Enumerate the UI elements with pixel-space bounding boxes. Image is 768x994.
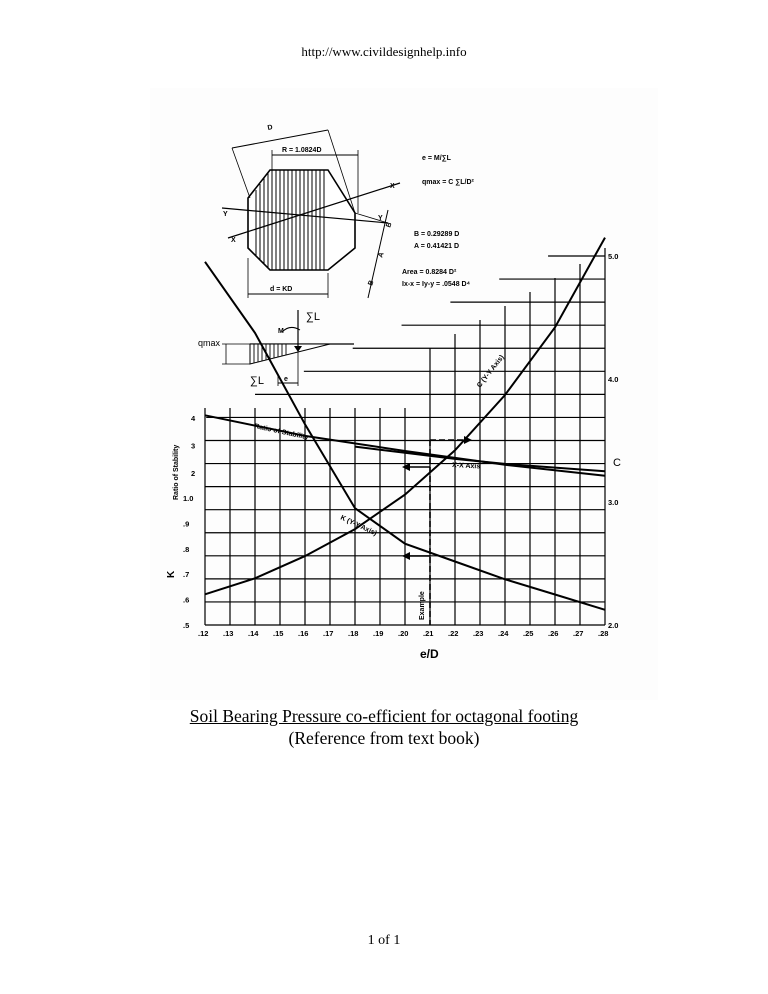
formula-b: B = 0.29289 D: [414, 231, 460, 238]
stability-curve-label: Ratio of Stability: [253, 423, 310, 442]
example-label: Example: [419, 591, 426, 620]
x-tick-label: .12: [198, 629, 209, 638]
header-url: http://www.civildesignhelp.info: [301, 44, 467, 59]
x-tick-label: .26: [548, 629, 559, 638]
example-arrowhead-k: [402, 552, 410, 560]
x-tick-label: .22: [448, 629, 459, 638]
sum-bottom-label: ∑L: [250, 375, 264, 387]
c-tick-label: 2.0: [608, 621, 619, 630]
axis-y-right-label: Y: [378, 215, 383, 222]
moment-label: M: [278, 328, 284, 335]
x-tick-label: .20: [398, 629, 409, 638]
k-tick-label: .7: [183, 570, 190, 580]
c-tick-label: 3.0: [608, 498, 619, 507]
x-tick-label: .14: [248, 629, 259, 638]
formula-a: A = 0.41421 D: [414, 243, 460, 250]
stability-tick-label: 4: [191, 414, 196, 423]
x-tick-label: .18: [348, 629, 359, 638]
formula-qmax: qmax = C ∑L/D²: [422, 179, 474, 186]
c-tick-label: 4.0: [608, 375, 619, 384]
e-label: e: [284, 376, 288, 383]
example-arrowhead-xx: [402, 463, 410, 471]
x-axis-title: e/D: [420, 647, 439, 661]
stability-tick-label: 3: [191, 441, 196, 451]
x-tick-label: .28: [598, 629, 609, 638]
x-tick-label: .25: [523, 629, 534, 638]
y-axis-title-k: K: [166, 570, 177, 578]
chart-figure: [150, 88, 658, 700]
k-curve-label: K (Y-Y Axis): [339, 514, 378, 538]
formula-inertia: Ix-x = Iy-y = .0548 D⁴: [402, 281, 471, 288]
dim-b-label-1: B: [385, 221, 394, 229]
x-tick-label: .15: [273, 629, 284, 638]
x-tick-label: .24: [498, 629, 509, 638]
dim-r-label: R = 1.0824D: [282, 147, 322, 154]
octagon-diagram: [198, 124, 475, 387]
dim-d-label: D: [266, 124, 274, 132]
dim-kd-label: d = KD: [270, 286, 293, 293]
xx-axis-label: X-X Axis: [451, 462, 481, 471]
x-tick-label: .19: [373, 629, 384, 638]
k-tick-label: .5: [183, 621, 190, 630]
formula-area: Area = 0.8284 D²: [402, 269, 457, 276]
c-tick-label: 5.0: [608, 252, 619, 261]
c-curve-label: C (Y-Y Axis): [476, 353, 506, 390]
y-axis-title-c: C: [613, 457, 621, 469]
axis-y-left-label: Y: [223, 211, 228, 218]
x-tick-label: .27: [573, 629, 584, 638]
caption-subtitle: (Reference from text book): [288, 728, 480, 748]
page-number: 1 of 1: [367, 933, 401, 948]
formula-e: e = M/∑L: [422, 155, 451, 162]
k-tick-label: 1.0: [183, 494, 194, 503]
caption-title: Soil Bearing Pressure co-efficient for octagonal footing: [189, 706, 579, 726]
x-tick-label: .17: [323, 629, 334, 638]
x-tick-label: .23: [473, 629, 484, 638]
qmax-label: qmax: [198, 338, 221, 348]
stability-tick-label: 2: [191, 469, 196, 478]
load-sum-label: ∑L: [306, 311, 320, 323]
dim-a-label: A: [377, 251, 386, 259]
k-tick-label: .8: [183, 544, 190, 554]
axis-x-left-label: X: [231, 237, 236, 244]
dim-b-label-2: B: [367, 279, 376, 287]
k-tick-label: .6: [183, 595, 190, 605]
y-axis-title-stability: Ratio of Stability: [173, 444, 180, 500]
x-tick-label: .21: [423, 629, 434, 638]
pressure-diagram: [198, 310, 354, 387]
k-tick-label: .9: [183, 519, 190, 529]
figure-caption: [0, 705, 768, 749]
x-tick-label: .13: [223, 629, 234, 638]
axis-x-right-label: X: [390, 183, 395, 190]
x-tick-label: .16: [298, 629, 309, 638]
chart-grid: [205, 248, 605, 625]
